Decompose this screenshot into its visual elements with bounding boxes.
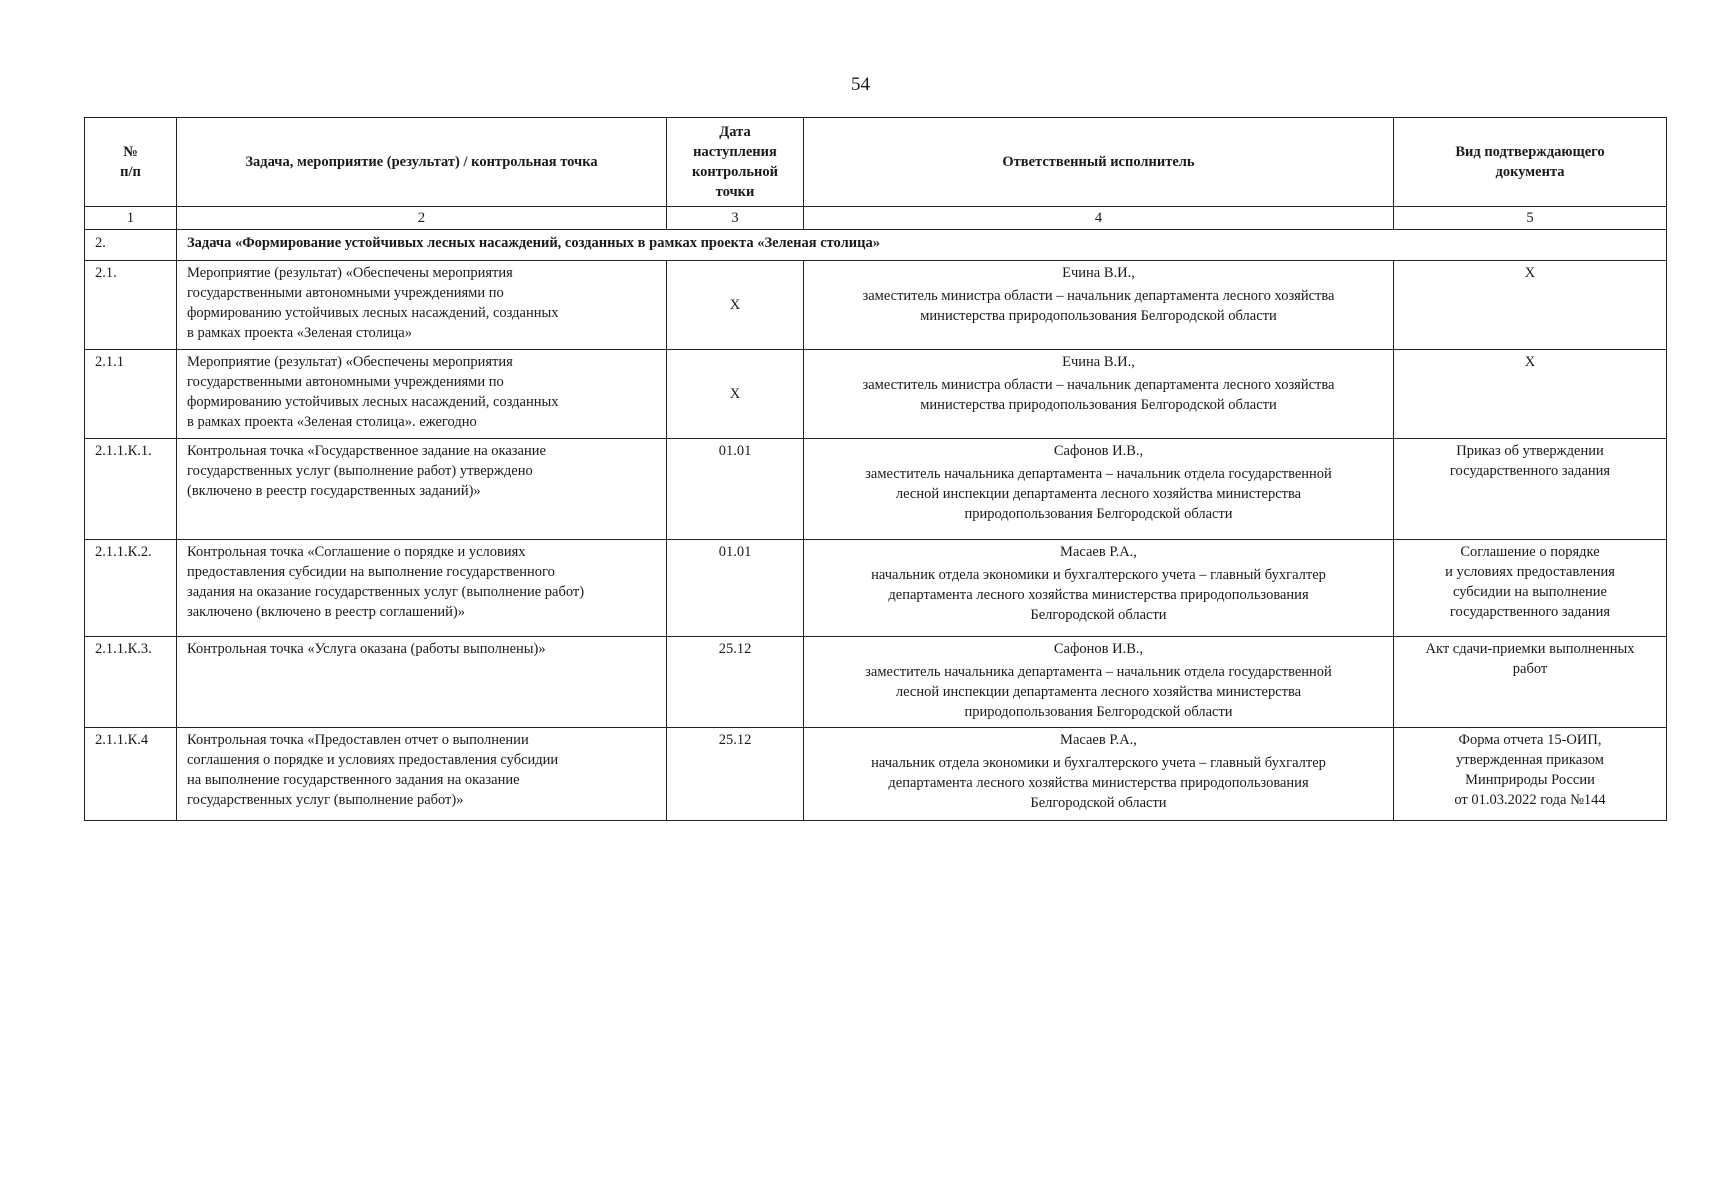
row-description: Контрольная точка «Соглашение о порядке и условиях предоставления субсидии на выполнение государственного задания на оказание государственных услуг (выполнение работ) заключено (включено в реестр соглашений)» (177, 540, 667, 637)
row-number: 2.1.1.К.3. (85, 637, 177, 728)
task-row (85, 230, 1667, 261)
row-document: X (1394, 261, 1667, 350)
header-num: № п/п (85, 118, 177, 207)
executor-position: начальник отдела экономики и бухгалтерского учета – главный бухгалтер департамента лесного хозяйства министерства природопользования Белгородской области (871, 755, 1326, 811)
row-number: 2.1.1 (85, 350, 177, 439)
executor-position: заместитель начальника департамента – начальник отдела государственной лесной инспекции департамента лесного хозяйства министерства природопользования Белгородской области (865, 664, 1332, 720)
row-number: 2.1.1.К.2. (85, 540, 177, 637)
table-row (85, 350, 1667, 439)
table-row (85, 439, 1667, 540)
column-numbers-row (85, 207, 1667, 230)
table-row (85, 261, 1667, 350)
row-document: Акт сдачи-приемки выполненных работ (1394, 637, 1667, 728)
table-header (85, 118, 1667, 207)
page-number: 54 (851, 74, 870, 95)
row-date: 25.12 (667, 637, 804, 728)
row-number: 2.1.1.К.1. (85, 439, 177, 540)
header-date: Дата наступления контрольной точки (667, 118, 804, 207)
column-number: 4 (804, 207, 1394, 230)
executor-position: начальник отдела экономики и бухгалтерского учета – главный бухгалтер департамента лесного хозяйства министерства природопользования Белгородской области (871, 567, 1326, 623)
row-number: 2.1.1.К.4 (85, 728, 177, 821)
row-date: X (667, 261, 804, 350)
executor-position: заместитель министра области – начальник департамента лесного хозяйства министерства природопользования Белгородской области (862, 377, 1335, 413)
executor-position: заместитель начальника департамента – начальник отдела государственной лесной инспекции департамента лесного хозяйства министерства природопользования Белгородской области (865, 466, 1332, 522)
task-number: 2. (85, 230, 177, 261)
header-task: Задача, мероприятие (результат) / контрольная точка (177, 118, 667, 207)
executor-name: Масаев Р.А., (1060, 732, 1137, 748)
executor-name: Масаев Р.А., (1060, 544, 1137, 560)
row-description: Контрольная точка «Услуга оказана (работы выполнены)» (177, 637, 667, 728)
row-date: 01.01 (667, 540, 804, 637)
table-row (85, 540, 1667, 637)
row-executor (804, 728, 1394, 821)
row-date: X (667, 350, 804, 439)
column-number: 5 (1394, 207, 1667, 230)
executor-name: Сафонов И.В., (1053, 443, 1144, 459)
row-document: Соглашение о порядке и условиях предоставления субсидии на выполнение государственного задания (1394, 540, 1667, 637)
row-description: Контрольная точка «Предоставлен отчет о выполнении соглашения о порядке и условиях предоставления субсидии на выполнение государственного задания на оказание государственных услуг (выполнение работ)» (177, 728, 667, 821)
table-row (85, 728, 1667, 821)
executor-name: Ечина В.И., (1062, 354, 1135, 370)
row-date: 01.01 (667, 439, 804, 540)
row-description: Мероприятие (результат) «Обеспечены мероприятия государственными автономными учреждениями по формированию устойчивых лесных насаждений, созданных в рамках проекта «Зеленая столица». ежегодно (177, 350, 667, 439)
row-description: Контрольная точка «Государственное задание на оказание государственных услуг (выполнение работ) утверждено (включено в реестр государственных заданий)» (177, 439, 667, 540)
executor-name: Ечина В.И., (1062, 265, 1135, 281)
row-description: Мероприятие (результат) «Обеспечены мероприятия государственными автономными учреждениями по формированию устойчивых лесных насаждений, созданных в рамках проекта «Зеленая столица» (177, 261, 667, 350)
row-document: Форма отчета 15-ОИП, утвержденная приказом Минприроды России от 01.03.2022 года №144 (1394, 728, 1667, 821)
row-executor (804, 439, 1394, 540)
row-executor (804, 540, 1394, 637)
header-document: Вид подтверждающего документа (1394, 118, 1667, 207)
task-title: Задача «Формирование устойчивых лесных насаждений, созданных в рамках проекта «Зеленая столица» (177, 230, 1667, 261)
row-document: Приказ об утверждении государственного задания (1394, 439, 1667, 540)
column-number: 2 (177, 207, 667, 230)
executor-name: Сафонов И.В., (1053, 641, 1144, 657)
column-number: 1 (85, 207, 177, 230)
row-number: 2.1. (85, 261, 177, 350)
executor-position: заместитель министра области – начальник департамента лесного хозяйства министерства природопользования Белгородской области (862, 288, 1335, 324)
row-executor (804, 637, 1394, 728)
column-number: 3 (667, 207, 804, 230)
row-document: X (1394, 350, 1667, 439)
row-executor (804, 350, 1394, 439)
plan-table (84, 117, 1667, 821)
table-row (85, 637, 1667, 728)
row-executor (804, 261, 1394, 350)
row-date: 25.12 (667, 728, 804, 821)
header-executor: Ответственный исполнитель (804, 118, 1394, 207)
